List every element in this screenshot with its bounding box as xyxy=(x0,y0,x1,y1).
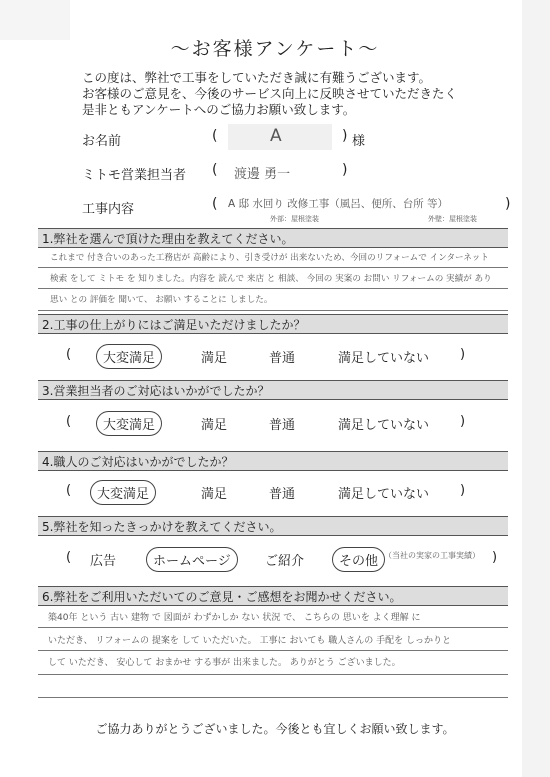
q2-option-not-satisfied[interactable]: 満足していない xyxy=(338,351,430,366)
q5-open-paren: ( xyxy=(66,550,72,565)
q5-heading: 5.弊社を知ったきっかけを教えてください。 xyxy=(38,516,508,536)
intro-text xyxy=(82,70,457,118)
q3-option-satisfied[interactable]: 満足 xyxy=(201,418,228,433)
q5-option-homepage[interactable]: ホームページ xyxy=(146,547,238,572)
q1-rule xyxy=(38,310,508,311)
q3-open-paren: ( xyxy=(66,414,72,429)
name-open-paren: ( xyxy=(212,128,218,144)
intro-line: お客様のご意見を、今後のサービス向上に反映させていただきたく xyxy=(82,86,458,101)
q6-answer-line: して いただき、 安心して おまかせ する事が 出来ました。 ありがとう ございました。 xyxy=(48,658,401,668)
q4-option-not-satisfied[interactable]: 満足していない xyxy=(338,487,430,502)
q5-close-paren: ) xyxy=(492,550,498,565)
q3-close-paren: ) xyxy=(460,414,466,429)
q5-other-note: （当社の実家の工事実績） xyxy=(384,551,480,560)
q4-heading: 4.職人のご対応はいかがでしたか？ xyxy=(38,451,508,471)
q4-open-paren: ( xyxy=(66,483,72,498)
q1-answer-line: 思い との 評価を 聞いて、 お願い することに しました。 xyxy=(50,295,273,305)
q2-close-paren: ) xyxy=(460,347,466,362)
q2-heading: 2.工事の仕上がりにはご満足いただけましたか？ xyxy=(38,314,508,334)
q6-rule xyxy=(38,627,508,628)
footer-thanks: ご協力ありがとうございました。今後とも宜しくお願い致します。 xyxy=(95,722,455,736)
page-title: ～お客様アンケート～ xyxy=(170,38,380,60)
name-value: A xyxy=(270,126,282,146)
q6-rule xyxy=(38,674,508,675)
q6-rule xyxy=(38,697,508,698)
q5-option-other[interactable]: その他 xyxy=(332,547,385,572)
intro-line: この度は、弊社で工事をしていただき誠に有難うございます。 xyxy=(82,70,432,85)
q3-heading: 3.営業担当者のご対応はいかがでしたか？ xyxy=(38,380,508,400)
q4-close-paren: ) xyxy=(460,483,466,498)
q2-option-very-satisfied[interactable]: 大変満足 xyxy=(96,344,162,369)
scan-edge-shadow xyxy=(522,0,550,777)
work-note-wall: 外壁：屋根塗装 xyxy=(428,215,477,223)
work-label: 工事内容 xyxy=(82,202,135,217)
q1-heading: 1.弊社を選んで頂けた理由を教えてください。 xyxy=(38,228,508,248)
q2-option-satisfied[interactable]: 満足 xyxy=(201,351,228,366)
name-close-paren: ) xyxy=(342,128,348,144)
q3-option-very-satisfied[interactable]: 大変満足 xyxy=(96,411,162,436)
q6-heading: 6.弊社をご利用いただいてのご意見・ご感想をお聞かせください。 xyxy=(38,586,508,606)
q4-option-very-satisfied[interactable]: 大変満足 xyxy=(90,480,156,505)
work-close-paren: ) xyxy=(505,196,511,212)
work-note-exterior: 外部：屋根塗装 xyxy=(270,215,319,223)
q6-rule xyxy=(38,650,508,651)
work-open-paren: ( xyxy=(212,196,218,212)
q1-rule xyxy=(38,288,508,289)
intro-line: 是非ともアンケートへのご協力お願い致します。 xyxy=(82,102,356,117)
staff-close-paren: ) xyxy=(342,162,348,178)
q3-option-not-satisfied[interactable]: 満足していない xyxy=(338,418,430,433)
name-label: お名前 xyxy=(82,134,122,149)
q4-option-normal[interactable]: 普通 xyxy=(269,487,296,502)
work-value: A 邸 水回り 改修工事（風呂、便所、台所 等） xyxy=(228,198,449,210)
q1-answer-line: これまで 付き合いのあった工務店が 高齢により、引き受けが 出来ないため、今回のリフォームで インターネット xyxy=(50,253,489,263)
q4-option-satisfied[interactable]: 満足 xyxy=(201,487,228,502)
name-suffix: 様 xyxy=(352,134,366,149)
q1-rule xyxy=(38,267,508,268)
q5-option-advertisement[interactable]: 広告 xyxy=(90,554,117,569)
q2-option-normal[interactable]: 普通 xyxy=(269,351,296,366)
staff-label: ミトモ営業担当者 xyxy=(82,168,187,183)
q6-answer-line: いただき、 リフォームの 提案を して いただいた。 工事に おいても 職人さんの 手配を しっかりと xyxy=(48,636,451,646)
staff-value: 渡邊 勇一 xyxy=(234,167,291,182)
staff-open-paren: ( xyxy=(212,162,218,178)
q1-answer-line: 検索 をして ミトモ を 知りました。内容を 読んで 来店 と 相談、 今回の 実案の お問い リフォームの 実績が あり xyxy=(50,274,492,284)
q2-open-paren: ( xyxy=(66,347,72,362)
q3-option-normal[interactable]: 普通 xyxy=(269,418,296,433)
q6-answer-line: 築40年 という 古い 建物 で 図面が わずかしか ない 状況 で、 こちらの 思いを よく理解 に xyxy=(48,613,421,623)
q5-option-referral[interactable]: ご紹介 xyxy=(265,554,305,569)
